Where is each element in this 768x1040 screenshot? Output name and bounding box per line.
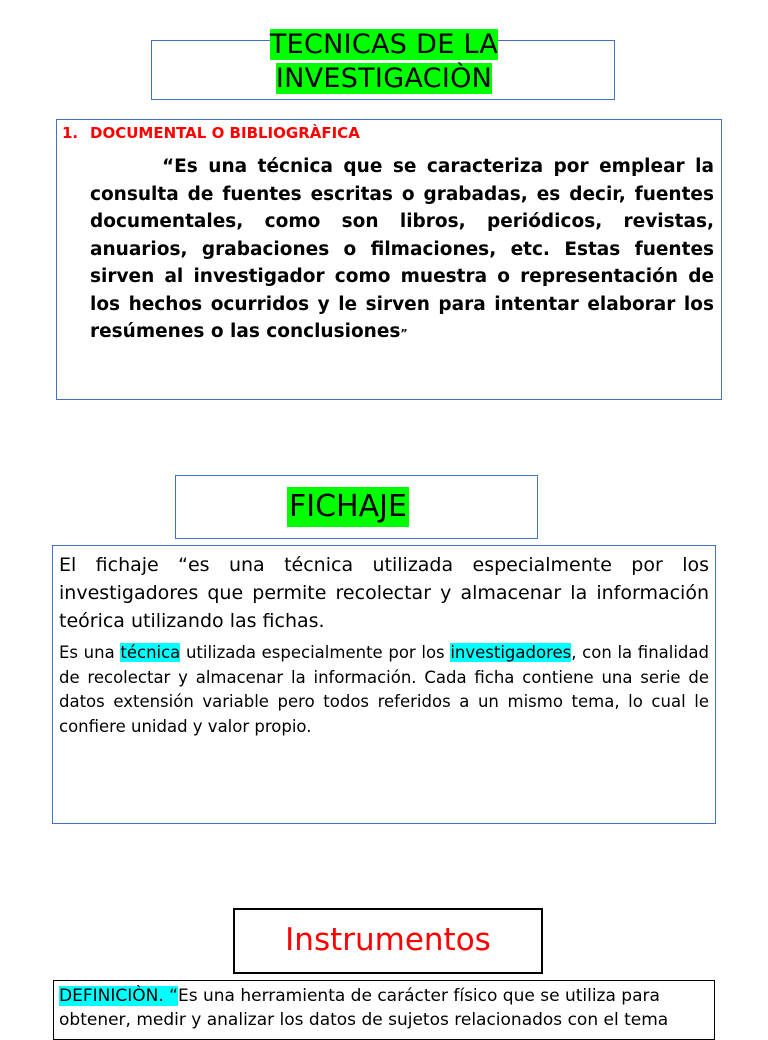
documental-quote-close: ”: [400, 327, 408, 340]
fichaje-title: FICHAJE: [287, 487, 409, 527]
documental-quote-body: “Es una técnica que se caracteriza por emplear la consulta de fuentes escritas o grabadas, es decir, fuentes documentales, como son libros, periódicos, revistas, anuarios, grabaciones o filmaciones, etc. Estas fuentes sirven al investigador como muestra o representación de los hechos ocurridos y le sirven para intentar elaborar los resúmenes o las conclusiones: [90, 156, 714, 342]
documental-quote: [90, 153, 714, 348]
definition-open-quote: “: [163, 986, 178, 1006]
fichaje-p2-part-3: , con la finalidad de recolectar y almacenar la información. Cada ficha contiene una serie de datos extensión variable pero todos referidos a un mismo tema, lo cual le confiere unidad y valor propio.: [59, 643, 709, 736]
definition-label: [59, 986, 178, 1006]
instrumentos-title: Instrumentos: [285, 922, 491, 958]
fichaje-p2-part-1: Es una: [59, 643, 121, 662]
title-line-2: INVESTIGACIÒN: [275, 63, 493, 94]
documental-heading-text: DOCUMENTAL O BIBLIOGRÀFICA: [90, 124, 360, 142]
title-line-1: TECNICAS DE LA: [269, 29, 499, 60]
fichaje-paragraph-2: [59, 641, 709, 739]
definition-text: [59, 984, 709, 1032]
definition-body: Es una herramienta de carácter físico que se utiliza para obtener, medir y analizar los datos de sujetos relacionados con el tema: [59, 986, 669, 1030]
highlight-tecnica: técnica: [120, 643, 181, 662]
fichaje-paragraph-1: El fichaje “es una técnica utilizada especialmente por los investigadores que permite recolectar y almacenar la información teórica utilizando las fichas.: [59, 554, 709, 632]
definition-label-text: DEFINICIÒN.: [59, 986, 164, 1006]
documental-number: 1.: [62, 124, 79, 142]
page-title: [258, 28, 510, 96]
highlight-investigadores: investigadores: [450, 643, 572, 662]
fichaje-p2-part-2: utilizada especialmente por los: [180, 643, 451, 662]
documental-heading: [62, 123, 360, 143]
